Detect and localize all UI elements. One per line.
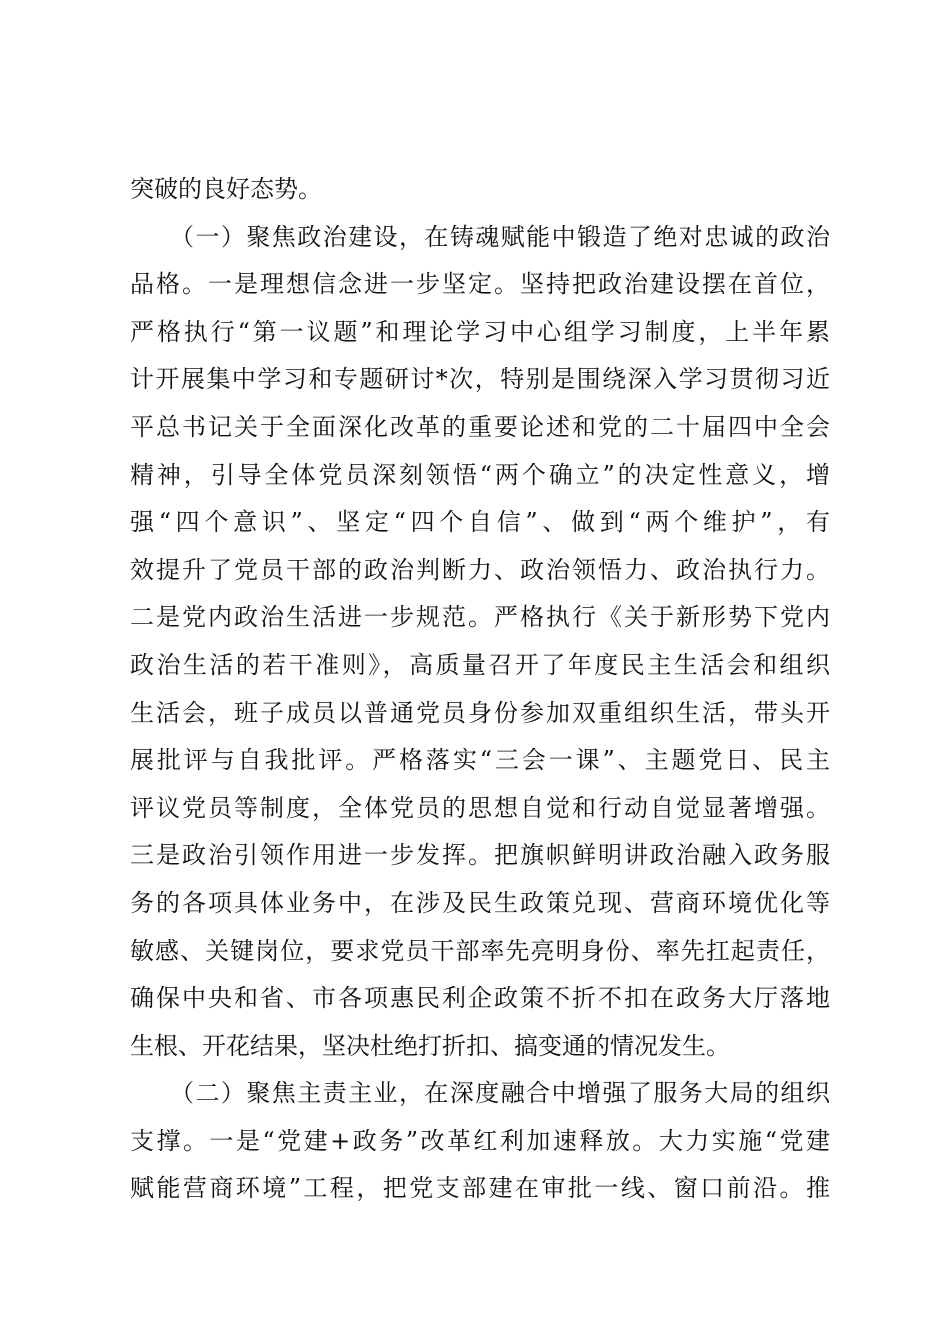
text-line: 评议党员等制度，全体党员的思想自觉和行动自觉显著增强。 xyxy=(130,793,830,822)
text-line: 生根、开花结果，坚决杜绝打折扣、搞变通的情况发生。 xyxy=(130,1031,730,1060)
text-line: 平总书记关于全面深化改革的重要论述和党的二十届四中全会 xyxy=(130,412,830,441)
text-line: 效提升了党员干部的政治判断力、政治领悟力、政治执行力。 xyxy=(130,555,830,584)
text-line: 精神，引导全体党员深刻领悟“两个确立”的决定性意义，增 xyxy=(130,460,830,489)
text-line: 确保中央和省、市各项惠民利企政策不折不扣在政务大厅落地 xyxy=(130,984,830,1013)
text-line: 赋能营商环境”工程，把党支部建在审批一线、窗口前沿。推 xyxy=(130,1174,830,1203)
document-body xyxy=(130,166,830,1213)
text-line: 展批评与自我批评。严格落实“三会一课”、主题党日、民主 xyxy=(130,746,830,775)
section-heading-line: （二）聚焦主责主业，在深度融合中增强了服务大局的组织 xyxy=(170,1079,830,1108)
text-line: 二是党内政治生活进一步规范。严格执行《关于新形势下党内 xyxy=(130,603,830,632)
text-line: 强“四个意识”、坚定“四个自信”、做到“两个维护”，有 xyxy=(130,508,830,537)
text-line: 突破的良好态势。 xyxy=(130,175,322,203)
section-heading-line: （一）聚焦政治建设，在铸魂赋能中锻造了绝对忠诚的政治 xyxy=(170,222,830,251)
text-line: 严格执行“第一议题”和理论学习中心组学习制度，上半年累 xyxy=(130,317,830,346)
text-line: 三是政治引领作用进一步发挥。把旗帜鲜明讲政治融入政务服 xyxy=(130,841,830,870)
text-line: 计开展集中学习和专题研讨*次，特别是围绕深入学习贯彻习近 xyxy=(130,365,830,394)
text-line: 敏感、关键岗位，要求党员干部率先亮明身份、率先扛起责任， xyxy=(130,936,830,965)
text-line: 政治生活的若干准则》，高质量召开了年度民主生活会和组织 xyxy=(130,650,830,679)
text-line: 务的各项具体业务中，在涉及民生政策兑现、营商环境优化等 xyxy=(130,888,830,917)
text-line: 生活会，班子成员以普通党员身份参加双重组织生活，带头开 xyxy=(130,698,830,727)
text-line: 品格。一是理想信念进一步坚定。坚持把政治建设摆在首位， xyxy=(130,270,830,299)
text-line: 支撑。一是“党建+政务”改革红利加速释放。大力实施“党建 xyxy=(130,1126,830,1155)
